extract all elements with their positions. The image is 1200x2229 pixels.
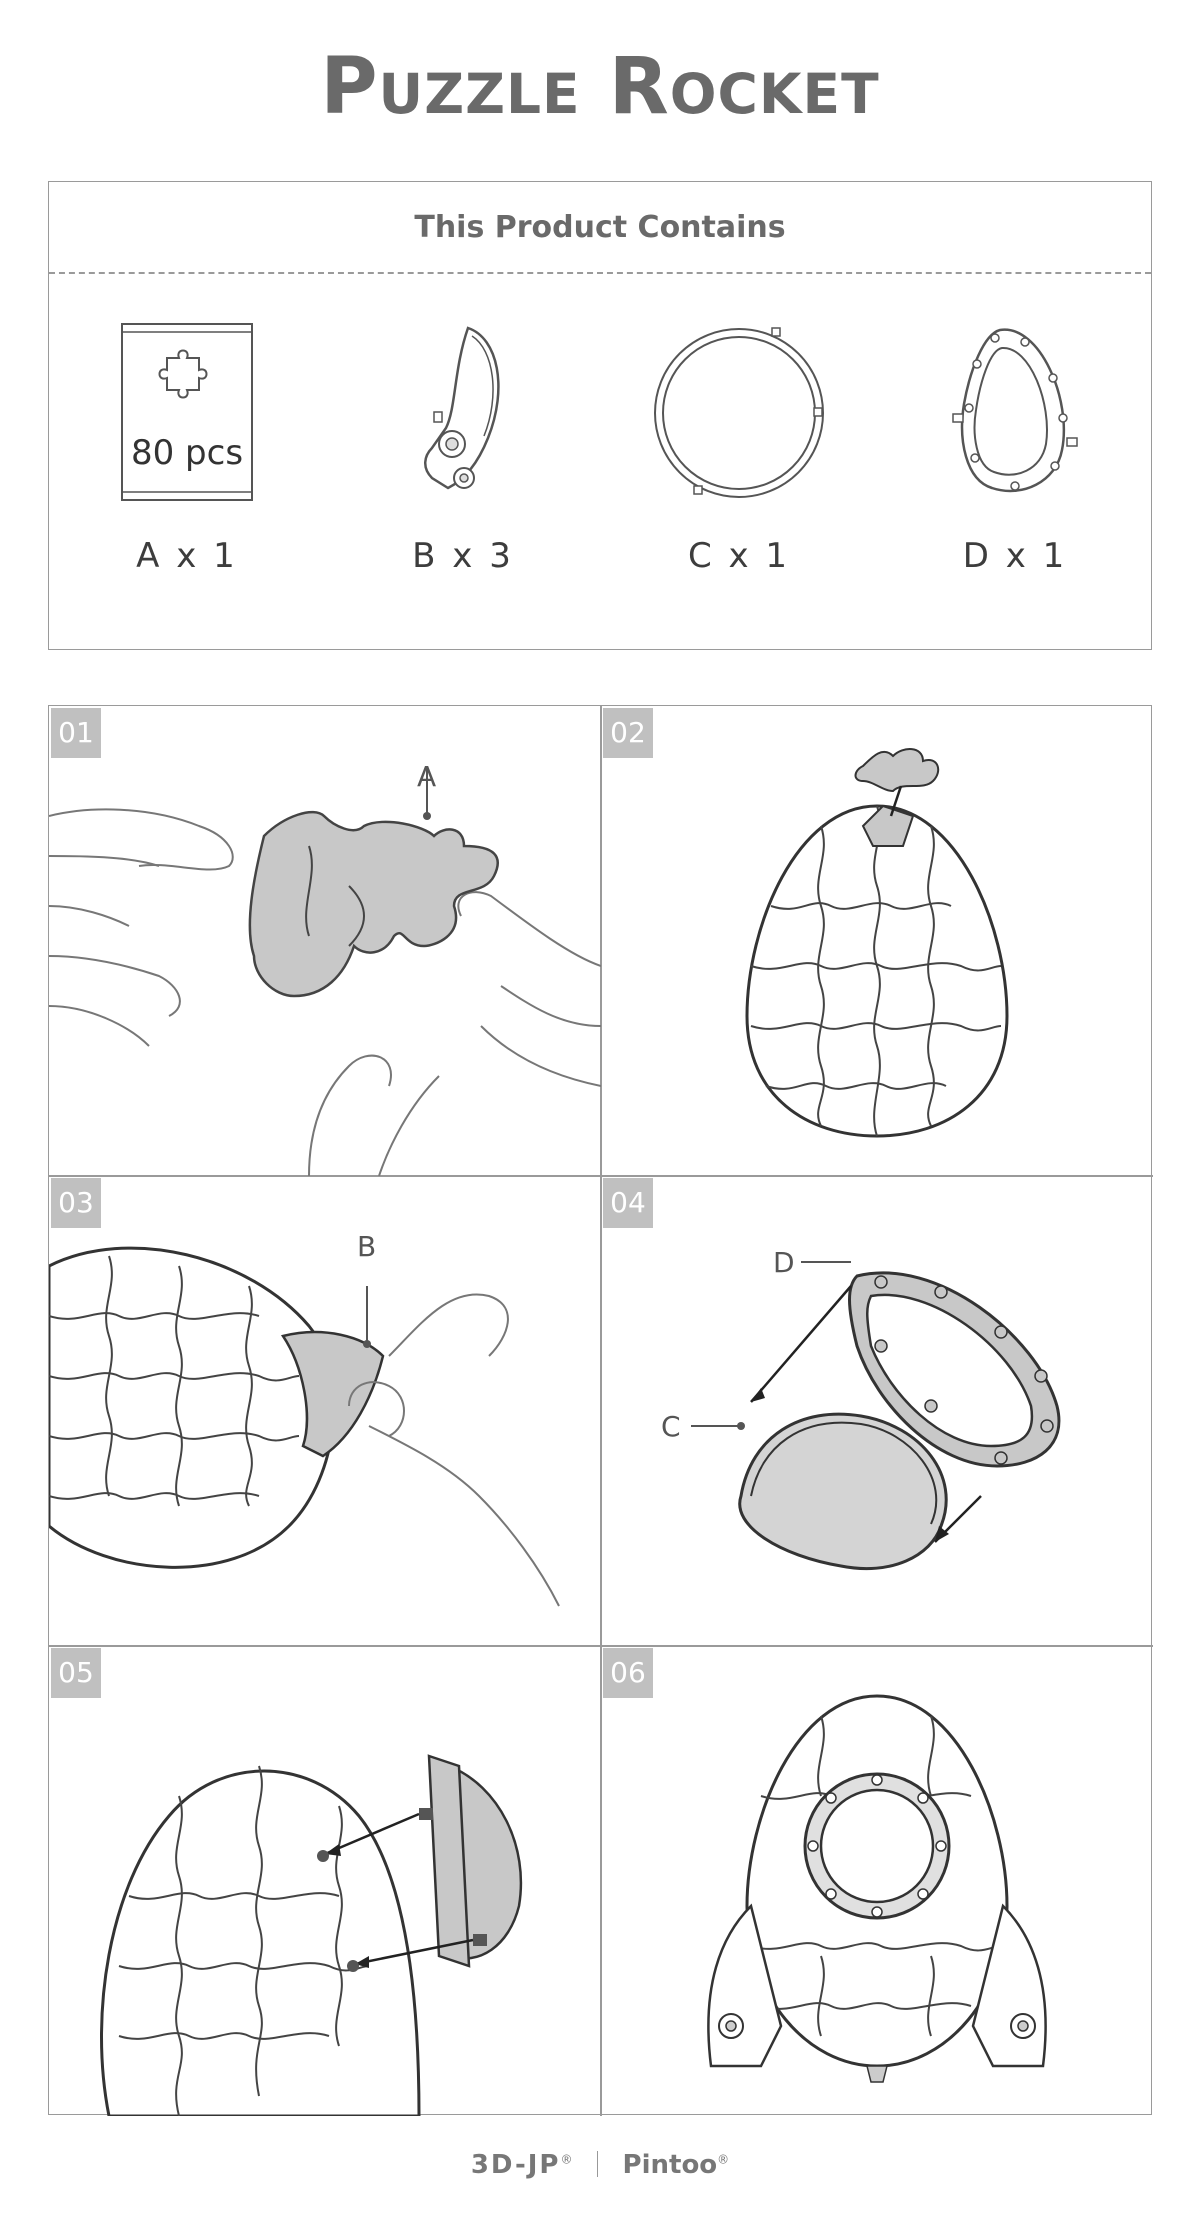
step-04 [601,1176,1153,1646]
callout-label: C [661,1410,681,1443]
callout-label: D [773,1246,795,1279]
part-a-label: A x 1 [136,536,238,576]
assembled-egg-illustration [601,706,1153,1176]
step-01 [49,706,601,1176]
step-number: 02 [603,708,653,758]
step-03 [49,1176,601,1646]
piece-count: 80 pcs [130,433,244,473]
attach-fin-illustration [49,1176,601,1646]
fin-piece-icon [408,318,518,508]
part-d [877,274,1153,651]
step-05 [49,1646,601,2116]
brand-logo-3d-jp: 3D-JP [470,2150,561,2180]
window-assembly-illustration [601,1176,1153,1646]
brand-footer [0,2150,1200,2180]
window-frame-icon [945,318,1085,508]
step-number: 04 [603,1178,653,1228]
hands-joining-pieces-illustration [49,706,601,1176]
ring-piece-icon [644,318,834,508]
step-number: 05 [51,1648,101,1698]
contents-heading: This Product Contains [49,182,1151,274]
step-number: 01 [51,708,101,758]
registered-mark: ® [717,2152,730,2167]
step-06 [601,1646,1153,2116]
footer-divider [597,2151,599,2177]
part-d-label: D x 1 [962,536,1068,576]
page-title: Puzzle Rocket [320,42,880,132]
product-contents-box [48,181,1152,650]
step-number: 06 [603,1648,653,1698]
part-b-label: B x 3 [412,536,514,576]
finished-rocket-illustration [601,1646,1153,2116]
callout-label: A [417,760,437,793]
part-b [325,274,601,651]
puzzle-pieces-pack-icon [112,318,262,508]
registered-mark: ® [560,2152,573,2167]
callout-label: B [357,1230,377,1263]
part-a [49,274,325,651]
insert-window-illustration [49,1646,601,2116]
step-02 [601,706,1153,1176]
assembly-steps-grid [48,705,1152,2115]
brand-logo-pintoo: Pintoo [622,2150,718,2180]
part-c [601,274,877,651]
part-c-label: C x 1 [687,536,791,576]
step-number: 03 [51,1178,101,1228]
